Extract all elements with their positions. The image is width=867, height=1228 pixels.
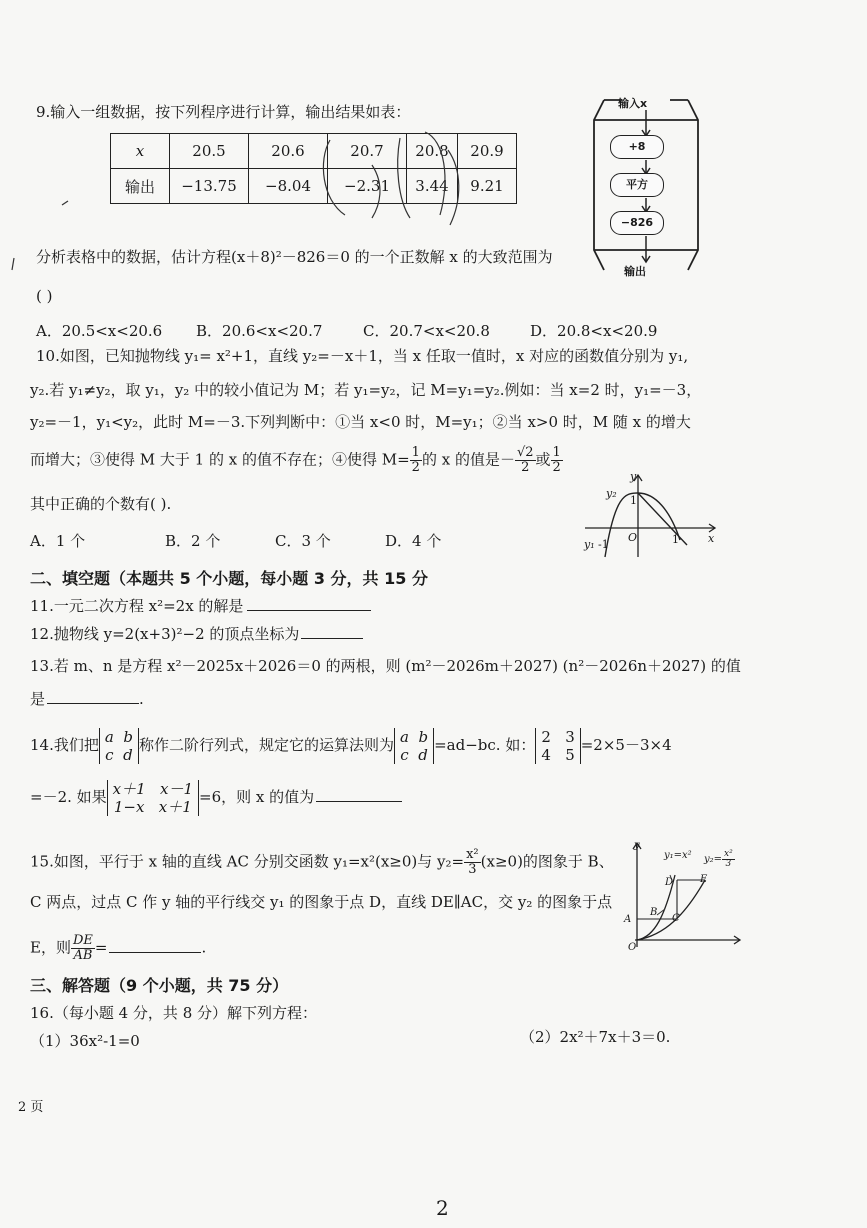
- answer-blank[interactable]: [47, 689, 139, 704]
- fraction-denominator: 3: [468, 862, 477, 877]
- fraction-denominator: 2: [521, 460, 530, 475]
- q10-option-b: B．2 个: [165, 532, 221, 550]
- q15-graph-d-label: D: [665, 877, 674, 888]
- det-entry: c: [105, 746, 114, 764]
- determinant-example: [535, 728, 580, 764]
- q10-graph-origin-label: O: [628, 531, 638, 544]
- page-number: 2: [436, 1196, 449, 1220]
- q16-part2: （2）2x²＋7x＋3＝0.: [520, 1028, 671, 1046]
- q13-line2-text: 是: [30, 690, 46, 708]
- q15-graph-a-label: A: [624, 914, 632, 925]
- det-entry: d: [418, 746, 428, 764]
- q14-example-result: =2×5－3×4: [580, 736, 672, 754]
- answer-blank[interactable]: [247, 596, 371, 611]
- fraction-denominator: 2: [552, 460, 561, 475]
- q13-line2: [30, 689, 144, 709]
- det-entry: x－1: [159, 780, 193, 798]
- table-cell: 20.5: [170, 134, 249, 169]
- flow-output-label: 输出: [624, 265, 646, 278]
- q10-option-c: C．3 个: [275, 532, 331, 550]
- flow-step-square: 平方: [610, 173, 664, 197]
- fraction-denominator: 3: [725, 859, 732, 869]
- q12: [30, 624, 363, 644]
- q15-graph-y2-label: [704, 850, 735, 869]
- q15-line1-part2: (x≥0)的图象于 B、: [480, 852, 614, 871]
- flow-step-subtract: −826: [610, 211, 664, 235]
- q10-line1: 10.如图，已知抛物线 y₁= x²+1，直线 y₂=－x＋1，当 x 任取一值时，x 对应的函数值分别为 y₁,: [36, 347, 689, 365]
- q10-graph-one-label: 1: [630, 494, 637, 507]
- table-cell: −13.75: [170, 169, 249, 204]
- q9-option-a: A．20.5<x<20.6: [36, 322, 163, 340]
- q10-line4-part2: 的 x 的值是－: [421, 450, 515, 469]
- q9-answer-paren: ( ): [36, 287, 53, 305]
- q16-stem: 16.（每小题 4 分，共 8 分）解下列方程：: [30, 1004, 318, 1022]
- det-entry: b: [418, 728, 429, 746]
- q9-option-c: C．20.7<x<20.8: [363, 322, 490, 340]
- section-3-heading: 三、解答题（9 个小题，共 75 分）: [30, 976, 289, 995]
- q9-stem: 9.输入一组数据，按下列程序进行计算，输出结果如表：: [36, 103, 411, 121]
- fraction-x2-over-3: [464, 848, 481, 877]
- q13-period: .: [139, 690, 144, 708]
- q15-line2: C 两点，过点 C 作 y 轴的平行线交 y₁ 的图象于点 D，直线 DE∥AC，交 y₂ 的图象于点: [30, 893, 613, 911]
- q10-graph-neg-one-label: -1: [598, 538, 609, 551]
- q10-option-d: D．4 个: [385, 532, 442, 550]
- q15-graph-c-label: C: [672, 913, 680, 924]
- det-entry: 2: [541, 728, 551, 746]
- q10-line5: 其中正确的个数有( ).: [30, 495, 172, 513]
- fraction-numerator: x²: [466, 847, 479, 862]
- q15-line1-part1: 15.如图，平行于 x 轴的直线 AC 分别交函数 y₁=x²(x≥0)与 y₂=: [30, 852, 465, 871]
- q10-line3: y₂=－1，y₁<y₂，此时 M=－3.下列判断中：①当 x<0 时，M=y₁；②当 x>0 时，M 随 x 的增大: [30, 413, 691, 431]
- q15-period: .: [201, 938, 207, 957]
- fraction-half-2: [551, 446, 563, 475]
- fraction-denominator: AB: [73, 948, 93, 963]
- section-2-heading: 二、填空题（本题共 5 个小题，每小题 3 分，共 15 分: [30, 569, 428, 588]
- q14-line2-part1: =－2. 如果: [30, 788, 107, 806]
- q9-option-d: D．20.8<x<20.9: [530, 322, 658, 340]
- q16-part1: （1）36x²-1=0: [30, 1032, 140, 1050]
- q12-text: 12.抛物线 y=2(x+3)²−2 的顶点坐标为: [30, 625, 300, 643]
- det-entry: a: [399, 728, 409, 746]
- fraction-x2-over-3-small: [722, 850, 735, 869]
- det-entry: 3: [565, 728, 575, 746]
- det-entry: c: [400, 746, 409, 764]
- q14-rule: =ad−bc. 如：: [434, 736, 536, 754]
- answer-blank[interactable]: [316, 787, 402, 802]
- flow-step-add: +8: [610, 135, 664, 159]
- table-cell: x: [111, 134, 170, 169]
- det-entry: x＋1: [158, 798, 192, 816]
- q11-text: 11.一元二次方程 x²=2x 的解是: [30, 597, 244, 615]
- fraction-numerator: DE: [72, 933, 93, 948]
- table-cell: −2.31: [328, 169, 407, 204]
- q10-graph-y-label: y: [630, 470, 637, 483]
- q10-graph-x-label: x: [708, 532, 715, 545]
- q10-line4-part3: 或: [535, 450, 551, 469]
- fraction-numerator: 1: [552, 445, 561, 460]
- fraction-de-ab: [71, 934, 95, 963]
- q15-graph-y1-label: y₁=x²: [664, 850, 692, 861]
- q9-option-b: B．20.6<x<20.7: [196, 322, 323, 340]
- q13-line1: 13.若 m、n 是方程 x²－2025x＋2026＝0 的两根，则 (m²－2026m＋2027) (n²－2026n＋2027) 的值: [30, 657, 741, 675]
- fraction-half: [410, 446, 422, 475]
- flow-input-label: 输入x: [618, 97, 648, 110]
- q10-line2: y₂.若 y₁≠y₂，取 y₁，y₂ 中的较小值记为 M；若 y₁=y₂，记 M=y₁=y₂.例如：当 x=2 时，y₁=－3，: [30, 381, 702, 399]
- q15-graph-e-label: E: [700, 874, 708, 885]
- q15-graph-y-label: y: [634, 840, 640, 851]
- det-entry: a: [104, 728, 114, 746]
- answer-blank[interactable]: [301, 624, 363, 639]
- q14-line2: [30, 780, 402, 816]
- table-cell: 3.44: [407, 169, 458, 204]
- table-cell: 9.21: [458, 169, 517, 204]
- table-cell: 20.9: [458, 134, 517, 169]
- fraction-numerator: x²: [724, 849, 733, 859]
- q11: [30, 596, 371, 616]
- q10-line4-part1: 而增大；③使得 M 大于 1 的 x 的值不存在；④使得 M=: [30, 450, 410, 469]
- q15-line3: [30, 934, 206, 963]
- q14-line2-part2: =6，则 x 的值为: [199, 788, 315, 806]
- q14-mid: 称作二阶行列式，规定它的运算法则为: [138, 736, 394, 754]
- q10-line4: [30, 446, 563, 475]
- q10-graph-x-one-label: 1: [672, 533, 679, 546]
- det-entry: 5: [565, 746, 575, 764]
- table-cell: 20.6: [249, 134, 328, 169]
- q15-graph-b-label: B: [650, 907, 658, 918]
- table-cell: −8.04: [249, 169, 328, 204]
- table-cell: 输出: [111, 169, 170, 204]
- q15-graph-y2-text: y₂=: [704, 854, 723, 865]
- footer-page-label: 2 页: [18, 1100, 44, 1115]
- q10-graph-y1-label: y₁: [584, 538, 595, 551]
- fraction-denominator: 2: [411, 460, 420, 475]
- q15-line3-part1: E，则: [30, 938, 71, 957]
- table-cell: 20.7: [328, 134, 407, 169]
- q14-line1: [30, 728, 672, 764]
- det-entry: 4: [541, 746, 551, 764]
- det-entry: b: [123, 728, 133, 746]
- det-entry: x＋1: [112, 780, 146, 798]
- table-cell: 20.8: [407, 134, 458, 169]
- fraction-root: [515, 446, 536, 475]
- q15-graph-origin-label: O: [628, 942, 637, 953]
- fraction-numerator: √2: [516, 445, 534, 460]
- determinant-x: [107, 780, 199, 816]
- q15-line1: [30, 848, 614, 877]
- q14-intro: 14.我们把: [30, 736, 99, 754]
- q9-question: 分析表格中的数据，估计方程(x＋8)²－826＝0 的一个正数解 x 的大致范围为: [36, 248, 553, 266]
- fraction-numerator: 1: [411, 445, 420, 460]
- q10-option-a: A．1 个: [30, 532, 86, 550]
- q15-line3-part2: =: [94, 938, 108, 957]
- det-entry: d: [123, 746, 133, 764]
- determinant-rule: [394, 728, 434, 764]
- q10-graph-y2-label: y₂: [606, 487, 617, 500]
- det-entry: 1−x: [113, 798, 145, 816]
- determinant-abcd: [99, 728, 139, 764]
- answer-blank[interactable]: [109, 938, 201, 953]
